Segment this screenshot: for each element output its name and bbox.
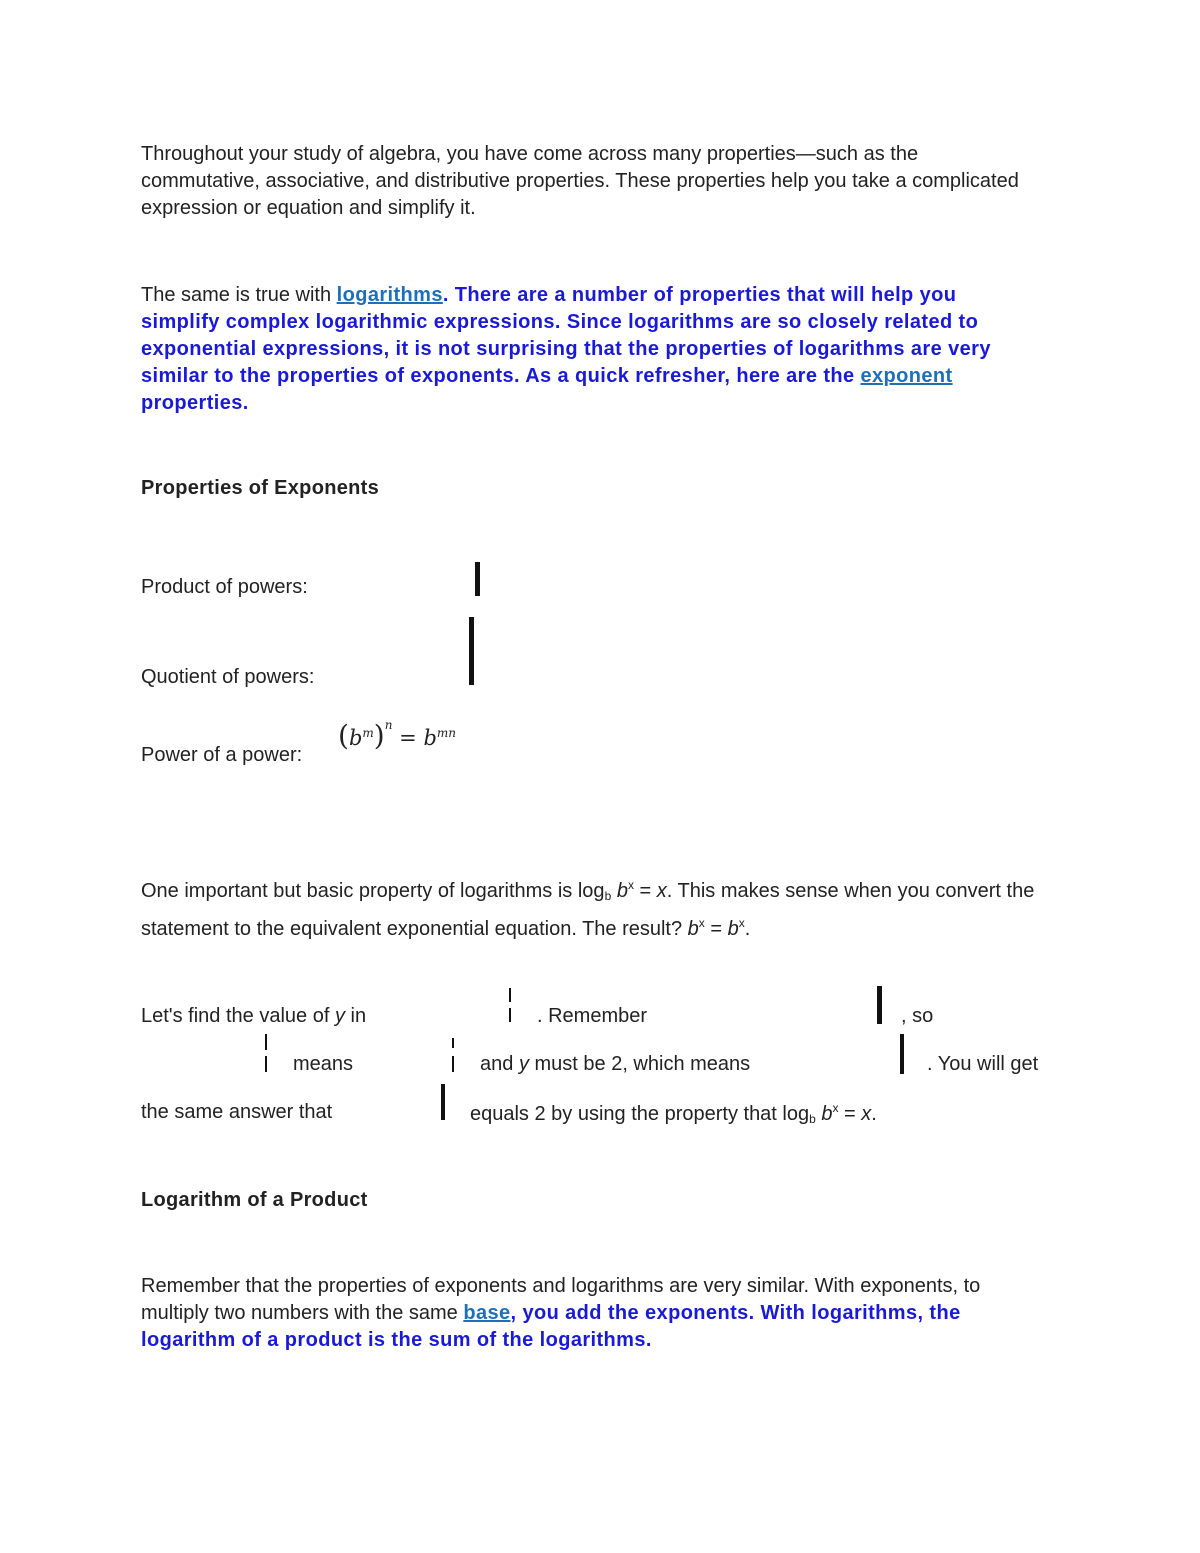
example-equation-image-2 <box>877 986 882 1024</box>
quotient-formula-image <box>469 617 474 685</box>
example-equation-image-3a <box>265 1034 267 1050</box>
example-equation-image-6 <box>441 1084 445 1120</box>
example-remember: . Remember <box>537 1005 648 1027</box>
example-line1-start: Let's find the value of y in <box>141 1005 367 1027</box>
power-formula: $(b^m)^n = b^{mn}$ <box>338 718 456 752</box>
basic-log-property-paragraph: One important but basic property of logarithms is $\log_b b^x = x$. This makes sense when you convert the statement to the equivalent exponential equation. The result? $b^x = b^x$. <box>141 878 1035 940</box>
properties-of-exponents-heading: Properties of Exponents <box>141 477 380 499</box>
para2-lead: The same is true with <box>141 284 337 306</box>
product-formula-image <box>475 562 480 596</box>
product-of-powers-label: Product of powers: <box>141 576 308 598</box>
product-rule-paragraph: Remember that the properties of exponents and logarithms are very similar. With exponents, to multiply two numbers with the same base, you add the exponents. With logarithms, the logarithm of a product is the sum of the logarithms. <box>141 1275 981 1351</box>
logarithms-link[interactable]: logarithms <box>336 284 443 306</box>
example-equation-image-4b <box>452 1056 454 1072</box>
para2-blue-text: . There are a number of properties that will help you simplify complex logarithmic expressions. Since logarithms are so closely related to exponential expressions, it is not surprising that the properties of logarithms are very similar to the properties of exponents. As a quick refresher, here are the <box>141 284 991 387</box>
example-equation-image-1a <box>509 988 511 1002</box>
para4-blue-text: , you add the exponents. With logarithms, the logarithm of a product is the sum of the logarithms. <box>141 1302 961 1351</box>
example-means: means <box>293 1053 354 1075</box>
example-equation-image-1b <box>509 1008 511 1022</box>
example-and-y: and y must be 2, which means <box>480 1053 751 1075</box>
example-equation-image-4a <box>452 1038 454 1048</box>
exponent-link[interactable]: exponent <box>860 365 953 387</box>
example-line3-start: the same answer that <box>141 1101 333 1123</box>
power-of-a-power-label: Power of a power: <box>141 744 303 766</box>
example-will-get: . You will get <box>927 1053 1039 1075</box>
para2-blue-end: properties. <box>141 392 249 414</box>
example-equation-image-5 <box>900 1034 904 1074</box>
example-equation-image-3b <box>265 1056 267 1072</box>
logarithm-of-a-product-heading: Logarithm of a Product <box>141 1189 368 1211</box>
example-so: , so <box>901 1005 934 1027</box>
intro-paragraph: Throughout your study of algebra, you have come across many properties—such as the commutative, associative, and distributive properties. These properties help you take a complicated expression or equation and simplify it. <box>141 143 1019 219</box>
logarithms-intro-paragraph <box>141 282 1041 417</box>
quotient-of-powers-label: Quotient of powers: <box>141 666 315 688</box>
example-line3-end: equals 2 by using the property that $\log_b b^x = x$. <box>470 1101 877 1126</box>
base-link[interactable]: base <box>463 1302 511 1324</box>
